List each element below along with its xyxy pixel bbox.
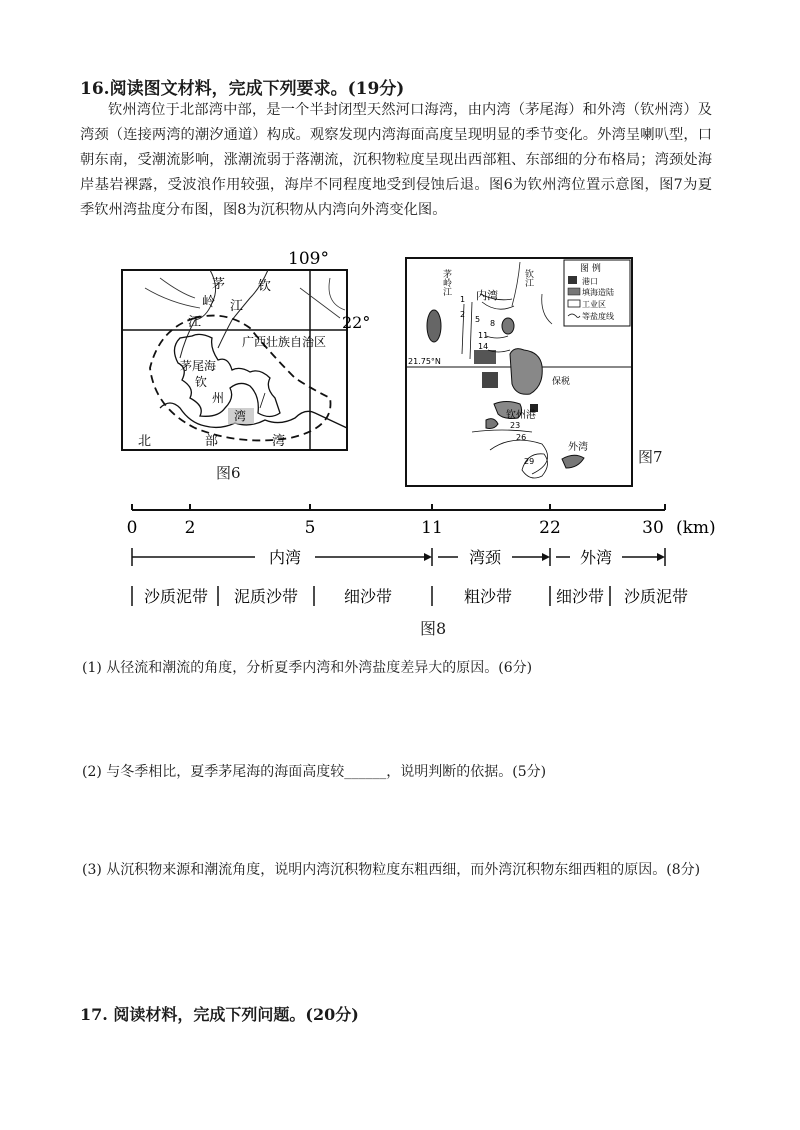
question-17-title: 17. 阅读材料，完成下列问题。(20分) — [80, 1005, 359, 1024]
fig8-tick-label-0: 0 — [126, 518, 138, 538]
fig8-tick-label-22: 22 — [539, 518, 561, 538]
fig6-latitude-label: 22° — [342, 313, 370, 332]
fig8-tick-label-30: 30 — [642, 518, 664, 538]
fig6-label-bei: 北 — [138, 434, 152, 449]
figure-8-profile — [120, 500, 730, 620]
fig6-streams-east — [300, 278, 345, 318]
fig7-isohaline-label-1: 1 — [460, 295, 466, 304]
fig6-label-qin2: 钦 — [195, 375, 208, 389]
fig6-label-jiang-qin: 江 — [230, 299, 244, 314]
fig7-label-qinzhougang: 钦州港 — [506, 410, 536, 421]
fig7-reclaim-north — [502, 318, 514, 334]
figure-6-caption: 图6 — [216, 464, 241, 482]
figure-7-caption: 图7 — [638, 448, 663, 466]
fig7-legend-isohaline: 等盐度线 — [582, 312, 614, 321]
fig7-isohaline-label-8: 8 — [490, 319, 496, 328]
fig7-label-qinjiang: 钦江 — [523, 269, 533, 287]
fig7-isohaline-23 — [472, 430, 532, 432]
fig8-sediment-1: 沙质泥带 — [143, 587, 209, 606]
fig7-isohaline-label-29: 29 — [524, 457, 535, 466]
fig8-sediment-6: 沙质泥带 — [623, 587, 689, 606]
fig7-legend-industry: 工业区 — [582, 300, 606, 309]
fig7-isohaline-label-23: 23 — [510, 421, 521, 430]
fig6-label-wan2: 湾 — [272, 434, 286, 449]
question-16-3: (3) 从沉积物来源和潮流角度，说明内湾沉积物粒度东粗西细，而外湾沉积物东细西粗的原因。(8分) — [82, 862, 701, 878]
fig6-label-ling: 岭 — [202, 295, 216, 310]
fig6-label-guangxi: 广西壮族自治区 — [242, 335, 327, 349]
fig7-industry-south — [482, 372, 498, 388]
fig8-outer-arrow — [657, 553, 665, 561]
fig7-label-maoling: 茅岭江 — [441, 269, 451, 296]
question-16-passage: 钦州湾位于北部湾中部，是一个半封闭型天然河口海湾，由内湾（茅尾海）和外湾（钦州湾）及湾颈（连接两湾的潮汐通道）构成。观察发现内湾海面高度呈现明显的季节变化。外湾呈喇叭型，口朝东南，受潮流影响，涨潮流弱于落潮流，沉积物粒度呈现出西部粗、东部细的分布格局；湾颈处海岸基岩裸露，受波浪作用较强，海岸不同程度地受到侵蚀后退。图6为钦州湾位置示意图，图7为夏季钦州湾盐度分布图，图8为沉积物从内湾向外湾变化图。 — [80, 102, 712, 218]
fig7-isohaline-label-2: 2 — [460, 310, 466, 319]
fig6-longitude-label: 109° — [288, 249, 329, 269]
fig7-label-baoshui: 保税 — [552, 377, 571, 387]
fig7-isohaline-label-26: 26 — [516, 433, 527, 442]
fig8-zone-inner: 内湾 — [268, 548, 302, 567]
fig8-sediment-2: 泥质沙带 — [233, 587, 299, 606]
fig8-tick-label-2: 2 — [184, 518, 196, 538]
fig7-reclaim-central — [510, 349, 542, 395]
fig7-label-waiwan: 外湾 — [568, 442, 588, 453]
fig7-isohaline-26 — [490, 440, 548, 474]
fig6-label-jiang-mao: 江 — [188, 315, 202, 330]
fig7-latitude-label: 21.75°N — [408, 357, 441, 366]
fig8-sediment-3: 细沙带 — [343, 587, 393, 606]
fig6-maoling-river — [180, 270, 216, 358]
figure-7-map — [402, 254, 642, 492]
fig8-tick-label-11: 11 — [421, 518, 443, 538]
fig7-reclaim-outer — [562, 455, 584, 468]
fig7-reclaim-west — [427, 310, 441, 342]
fig6-label-zhou: 州 — [212, 391, 225, 405]
fig6-label-qin: 钦 — [258, 279, 272, 294]
fig8-inner-arrow — [424, 553, 432, 561]
fig8-zone-neck: 湾颈 — [468, 548, 502, 567]
question-16-1: (1) 从径流和潮流的角度，分析夏季内湾和外湾盐度差异大的原因。(6分) — [82, 660, 533, 676]
fig7-legend-title: 图 例 — [580, 264, 601, 274]
fig8-unit-label: (km) — [676, 518, 716, 538]
fig7-isohaline-11 — [486, 336, 508, 338]
fig6-streams — [145, 278, 200, 308]
fig6-label-mao: 茅 — [212, 277, 226, 292]
fig7-legend-port-symbol — [568, 276, 577, 284]
figure-8-caption: 图8 — [420, 619, 447, 638]
fig6-label-bu: 部 — [205, 434, 219, 449]
fig8-zone-outer: 外湾 — [579, 548, 613, 567]
fig7-industry-central — [474, 350, 496, 364]
fig6-label-maoweihai: 茅尾海 — [180, 359, 217, 373]
fig7-label-neiwan: 内湾 — [476, 289, 498, 302]
figure-6-map — [100, 248, 370, 458]
fig7-isohaline-8 — [482, 302, 514, 309]
fig7-legend-port: 港口 — [582, 277, 598, 286]
fig7-isohaline-label-14: 14 — [478, 342, 489, 351]
fig7-legend-reclaim: 填海造陆 — [582, 288, 614, 297]
fig8-tick-label-5: 5 — [304, 518, 316, 538]
question-16-2: (2) 与冬季相比，夏季茅尾海的海面高度较______，说明判断的依据。(5分) — [82, 764, 547, 780]
fig7-isohaline-label-11: 11 — [478, 331, 489, 340]
fig7-isohaline-label-5: 5 — [475, 315, 481, 324]
fig7-isohaline-2 — [470, 302, 472, 359]
fig6-label-wan: 湾 — [234, 409, 247, 423]
fig8-neck-arrow — [542, 553, 550, 561]
fig8-sediment-4: 粗沙带 — [463, 587, 513, 606]
fig7-legend-industry-symbol — [568, 300, 580, 307]
question-16-title: 16.阅读图文材料，完成下列要求。(19分) — [80, 79, 405, 99]
fig7-reclaim-small — [486, 419, 498, 429]
fig7-legend-reclaim-symbol — [568, 288, 580, 295]
fig8-sediment-5: 细沙带 — [555, 587, 605, 606]
fig6-pointer — [260, 393, 265, 408]
